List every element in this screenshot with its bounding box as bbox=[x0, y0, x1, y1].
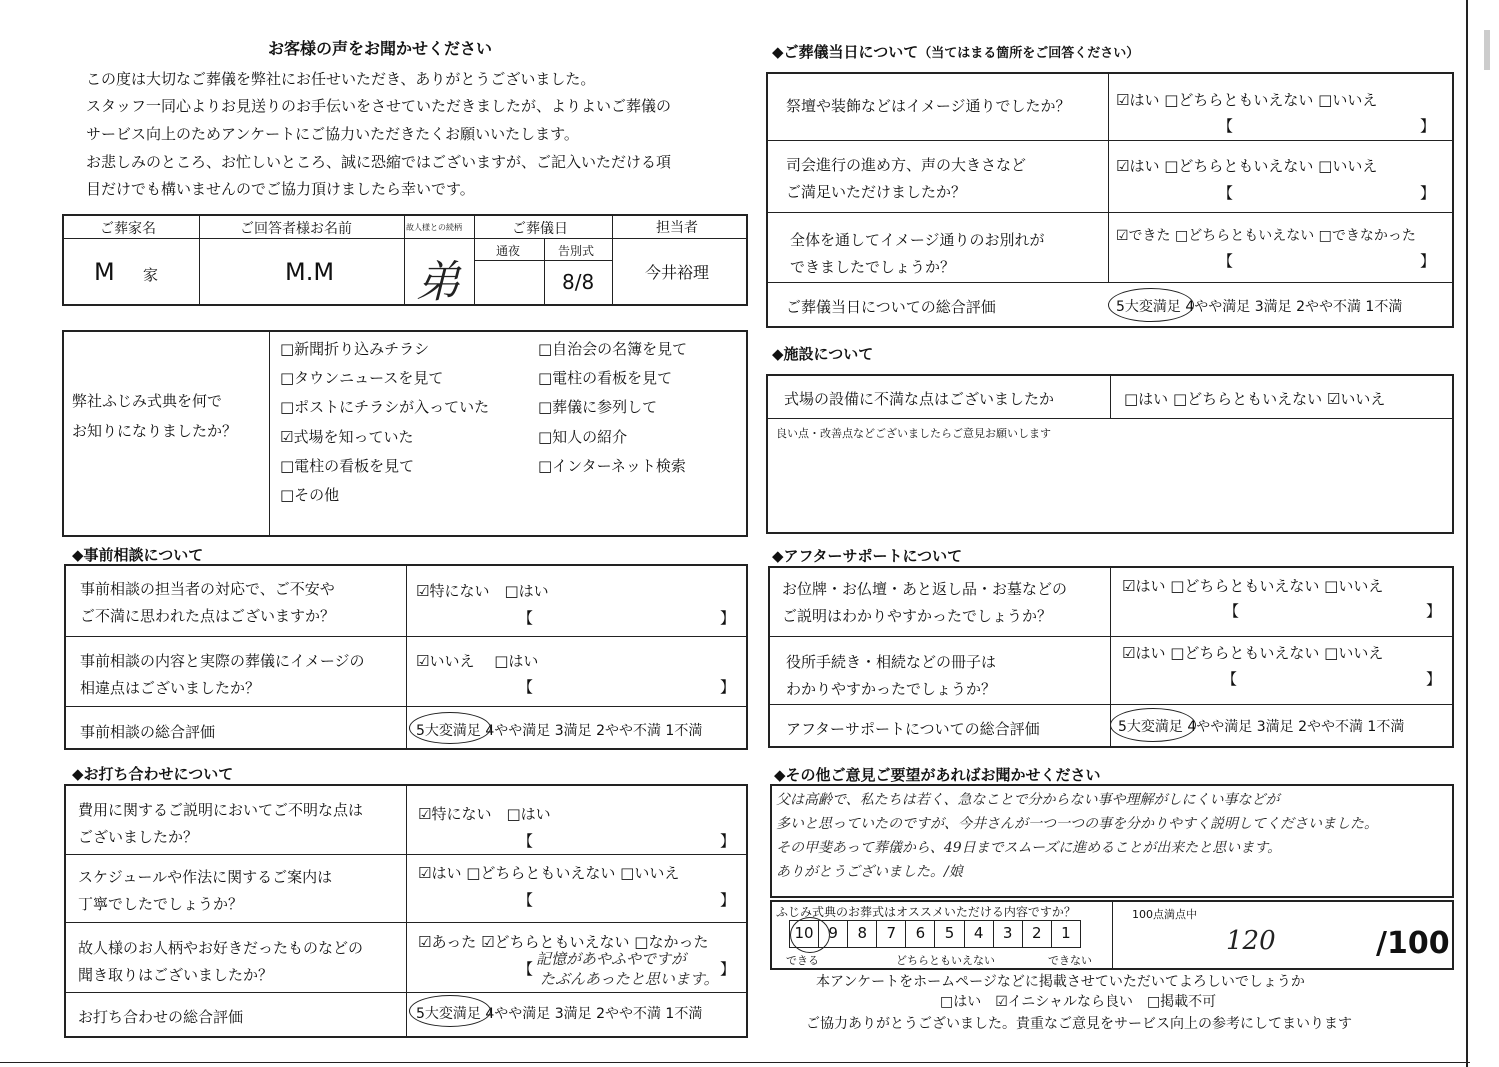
scale-cell[interactable]: 9 bbox=[819, 921, 848, 947]
scale-cell[interactable]: 1 bbox=[1061, 924, 1071, 942]
answer-options[interactable]: ☑はい □どちらともいえない □いいえ bbox=[418, 864, 680, 882]
intro-line: この度は大切なご葬儀を弊社にお任せいただき、ありがとうございました。 bbox=[86, 70, 596, 88]
answer-options[interactable]: ☑できた □どちらともいえない □できなかった bbox=[1116, 228, 1416, 244]
bracket: 【 bbox=[518, 832, 534, 850]
intro-line: スタッフ一同心よりお見送りのお手伝いをさせていただきましたが、よりよいご葬儀の bbox=[86, 97, 672, 115]
funeral-value: 8/8 bbox=[562, 270, 595, 294]
comment-label: 良い点・改善点などございましたらご意見お願いします bbox=[776, 427, 1051, 440]
scale-cell[interactable]: 4 bbox=[965, 921, 994, 947]
scale-cell[interactable]: 8 bbox=[848, 921, 877, 947]
selected-rating-circle bbox=[1108, 288, 1194, 322]
source-option[interactable]: □葬儀に参列して bbox=[538, 398, 658, 416]
thanks-text: ご協力ありがとうございました。貴重なご意見をサービス向上の参考にしてまいります bbox=[806, 1016, 1352, 1032]
after-support-heading: ◆アフターサポートについて bbox=[772, 547, 963, 565]
question-text: 式場の設備に不満な点はございましたか bbox=[784, 390, 1055, 408]
bracket: 【 bbox=[518, 891, 534, 909]
bracket: 【 bbox=[518, 609, 534, 627]
answer-options[interactable]: ☑はい □どちらともいえない □いいえ bbox=[1116, 91, 1378, 109]
intro-line: サービス向上のためアンケートにご協力いただきたくお願いいたします。 bbox=[86, 125, 579, 143]
bracket: 】 bbox=[1426, 602, 1442, 620]
bracket: 】 bbox=[1420, 117, 1436, 135]
handwritten-comment: 多いと思っていたのですが、今井さんが一つ一つの事を分かりやすく説明してくださいました。 bbox=[776, 816, 1378, 832]
bracket: 】 bbox=[1420, 184, 1436, 202]
question-text: ご不満に思われた点はございますか？ bbox=[80, 607, 336, 625]
funeral-label: 告別式 bbox=[558, 244, 595, 258]
question-text: お位牌・お仏壇・あと返し品・お墓などの bbox=[782, 580, 1068, 598]
question-text: 聞き取りはございましたか？ bbox=[78, 966, 274, 984]
question-text: ご説明はわかりやすかったでしょうか？ bbox=[782, 607, 1053, 625]
relation-value: 弟 bbox=[416, 257, 460, 308]
rating-scale[interactable]: 5大変満足 4やや満足 3満足 2やや不満 1不満 bbox=[1116, 299, 1403, 315]
question-text: 事前相談の担当者の対応で、ご不安や bbox=[80, 580, 335, 598]
question-text: 事前相談の内容と実際の葬儀にイメージの bbox=[80, 652, 365, 670]
funeral-day-heading: ◆ご葬儀当日について（当てはまる箇所をご回答ください） bbox=[772, 43, 1140, 61]
bracket: 【 bbox=[1222, 670, 1238, 688]
bracket: 【 bbox=[518, 678, 534, 696]
bracket: 】 bbox=[720, 678, 736, 696]
handwritten-note: 記憶があやふやですが bbox=[536, 950, 687, 968]
selected-score-circle bbox=[790, 917, 830, 953]
respondent-value: M.M bbox=[285, 258, 335, 286]
scale-cell[interactable]: 2 bbox=[1023, 921, 1052, 947]
source-option[interactable]: □タウンニュースを見て bbox=[280, 369, 444, 387]
source-option[interactable]: □電柱の看板を見て bbox=[280, 457, 415, 475]
intro-line: 目だけでも構いませんのでご協力頂けましたら幸いです。 bbox=[86, 180, 475, 198]
source-option[interactable]: □知人の紹介 bbox=[538, 428, 628, 446]
answer-options[interactable]: □はい □どちらともいえない ☑いいえ bbox=[1124, 390, 1386, 408]
family-suffix: 家 bbox=[143, 266, 159, 284]
overall-label: お打ち合わせの総合評価 bbox=[78, 1008, 244, 1026]
question-text: ございましたか？ bbox=[78, 828, 199, 846]
scale-cell[interactable]: 5 bbox=[935, 921, 964, 947]
question-text: スケジュールや作法に関するご案内は bbox=[78, 868, 333, 886]
answer-options[interactable]: ☑はい □どちらともいえない □いいえ bbox=[1122, 644, 1384, 662]
question-text: できましたでしょうか？ bbox=[790, 258, 956, 276]
relation-label: 故人様との続柄 bbox=[406, 223, 462, 232]
selected-rating-circle bbox=[409, 712, 491, 744]
wake-label: 通夜 bbox=[496, 244, 521, 258]
recommend-scale bbox=[789, 920, 1081, 948]
scale-right-label: できない bbox=[1048, 954, 1092, 967]
scale-mid-label: どちらともいえない bbox=[896, 954, 995, 967]
scale-cell[interactable]: 3 bbox=[994, 921, 1023, 947]
bracket: 【 bbox=[1224, 602, 1240, 620]
family-label: ご葬家名 bbox=[100, 221, 156, 237]
question-text: 司会進行の進め方、声の大きさなど bbox=[786, 156, 1027, 174]
rating-scale[interactable]: 5大変満足 4やや満足 3満足 2やや不満 1不満 bbox=[416, 723, 703, 739]
scrollbar-thumb[interactable] bbox=[1484, 30, 1490, 70]
question-text: 費用に関するご説明においてご不明な点は bbox=[78, 801, 364, 819]
score-total: /100 bbox=[1376, 926, 1450, 961]
question-text: ご満足いただけましたか？ bbox=[786, 183, 967, 201]
family-value: M bbox=[94, 258, 115, 286]
publish-options[interactable]: □はい ☑イニシャルなら良い □掲載不可 bbox=[940, 994, 1217, 1010]
source-option[interactable]: □新聞折り込みチラシ bbox=[280, 340, 430, 358]
staff-label: 担当者 bbox=[656, 220, 698, 236]
question-text: 相違点はございましたか？ bbox=[80, 679, 261, 697]
scale-cell[interactable]: 10 bbox=[790, 921, 819, 947]
bracket: 】 bbox=[720, 891, 736, 909]
date-label: ご葬儀日 bbox=[512, 221, 568, 237]
source-option[interactable]: □自治会の名簿を見て bbox=[538, 340, 688, 358]
page-bottom-line bbox=[0, 1062, 1470, 1063]
answer-options[interactable]: ☑いいえ □はい bbox=[416, 652, 539, 670]
bracket: 】 bbox=[720, 960, 736, 978]
answer-options[interactable]: ☑はい □どちらともいえない □いいえ bbox=[1122, 577, 1384, 595]
other-heading: ◆その他ご意見ご要望があればお聞かせください bbox=[774, 766, 1101, 784]
bracket: 【 bbox=[1218, 252, 1234, 270]
source-option[interactable]: □その他 bbox=[280, 486, 340, 504]
bracket: 【 bbox=[1218, 117, 1234, 135]
pre-consult-heading: ◆事前相談について bbox=[72, 546, 204, 564]
bracket: 【 bbox=[1218, 184, 1234, 202]
facility-heading: ◆施設について bbox=[772, 345, 874, 363]
score-label: 100点満点中 bbox=[1132, 908, 1197, 921]
source-option[interactable]: □インターネット検索 bbox=[538, 457, 686, 475]
page-edge-line bbox=[1466, 0, 1468, 1067]
question-text: 丁寧でしたでしょうか？ bbox=[78, 895, 244, 913]
selected-rating-circle bbox=[1110, 708, 1196, 742]
handwritten-comment: 父は高齢で、私たちは若く、急なことで分からない事や理解がしにくい事などが bbox=[776, 792, 1280, 808]
bracket: 】 bbox=[1420, 252, 1436, 270]
bracket: 【 bbox=[518, 960, 534, 978]
rating-scale[interactable]: 5大変満足 4やや満足 3満足 2やや不満 1不満 bbox=[416, 1006, 703, 1022]
source-question: お知りになりましたか？ bbox=[72, 422, 238, 440]
question-text: わかりやすかったでしょうか？ bbox=[786, 680, 997, 698]
publish-question: 本アンケートをホームページなどに掲載させていただいてよろしいでしょうか bbox=[816, 974, 1305, 990]
answer-options[interactable]: ☑特にない □はい bbox=[418, 805, 551, 823]
question-text: 役所手続き・相続などの冊子は bbox=[786, 653, 997, 671]
question-text: 故人様のお人柄やお好きだったものなどの bbox=[78, 939, 364, 957]
bracket: 】 bbox=[1426, 670, 1442, 688]
meeting-heading: ◆お打ち合わせについて bbox=[72, 765, 234, 783]
source-option[interactable]: ☑式場を知っていた bbox=[280, 428, 414, 446]
handwritten-note: たぶんあったと思います。 bbox=[540, 970, 719, 988]
handwritten-comment: その甲斐あって葬儀から、49日までスムーズに進めることが出来たと思います。 bbox=[776, 840, 1282, 856]
overall-label: アフターサポートについての総合評価 bbox=[786, 720, 1040, 738]
staff-value: 今井裕理 bbox=[645, 263, 710, 282]
answer-options[interactable]: ☑あった ☑どちらともいえない □なかった bbox=[418, 933, 709, 951]
source-option[interactable]: □ポストにチラシが入っていた bbox=[280, 398, 490, 416]
scale-left-label: できる bbox=[786, 954, 819, 967]
answer-options[interactable]: ☑特にない □はい bbox=[416, 582, 549, 600]
score-value: 120 bbox=[1226, 926, 1276, 956]
respondent-label: ご回答者様お名前 bbox=[240, 221, 352, 237]
bracket: 】 bbox=[720, 609, 736, 627]
recommend-question: ふじみ式典のお葬式はオススメいただける内容ですか？ bbox=[776, 905, 1076, 919]
selected-rating-circle bbox=[409, 995, 491, 1027]
handwritten-comment: ありがとうございました。/娘 bbox=[776, 864, 963, 880]
overall-label: 事前相談の総合評価 bbox=[80, 723, 216, 741]
overall-label: ご葬儀当日についての総合評価 bbox=[786, 298, 996, 316]
scale-cell[interactable]: 6 bbox=[906, 921, 935, 947]
survey-title: お客様の声をお聞かせください bbox=[268, 39, 493, 58]
bracket: 】 bbox=[720, 832, 736, 850]
rating-scale[interactable]: 5大変満足 4やや満足 3満足 2やや不満 1不満 bbox=[1118, 719, 1405, 735]
source-question: 弊社ふじみ式典を何で bbox=[72, 392, 223, 410]
answer-options[interactable]: ☑はい □どちらともいえない □いいえ bbox=[1116, 157, 1378, 175]
source-option[interactable]: □電柱の看板を見て bbox=[538, 369, 673, 387]
intro-line: お悲しみのところ、お忙しいところ、誠に恐縮ではございますが、ご記入いただける項 bbox=[86, 153, 672, 171]
scale-cell[interactable]: 7 bbox=[877, 921, 906, 947]
question-text: 全体を通してイメージ通りのお別れが bbox=[790, 231, 1045, 249]
question-text: 祭壇や装飾などはイメージ通りでしたか？ bbox=[786, 97, 1071, 115]
